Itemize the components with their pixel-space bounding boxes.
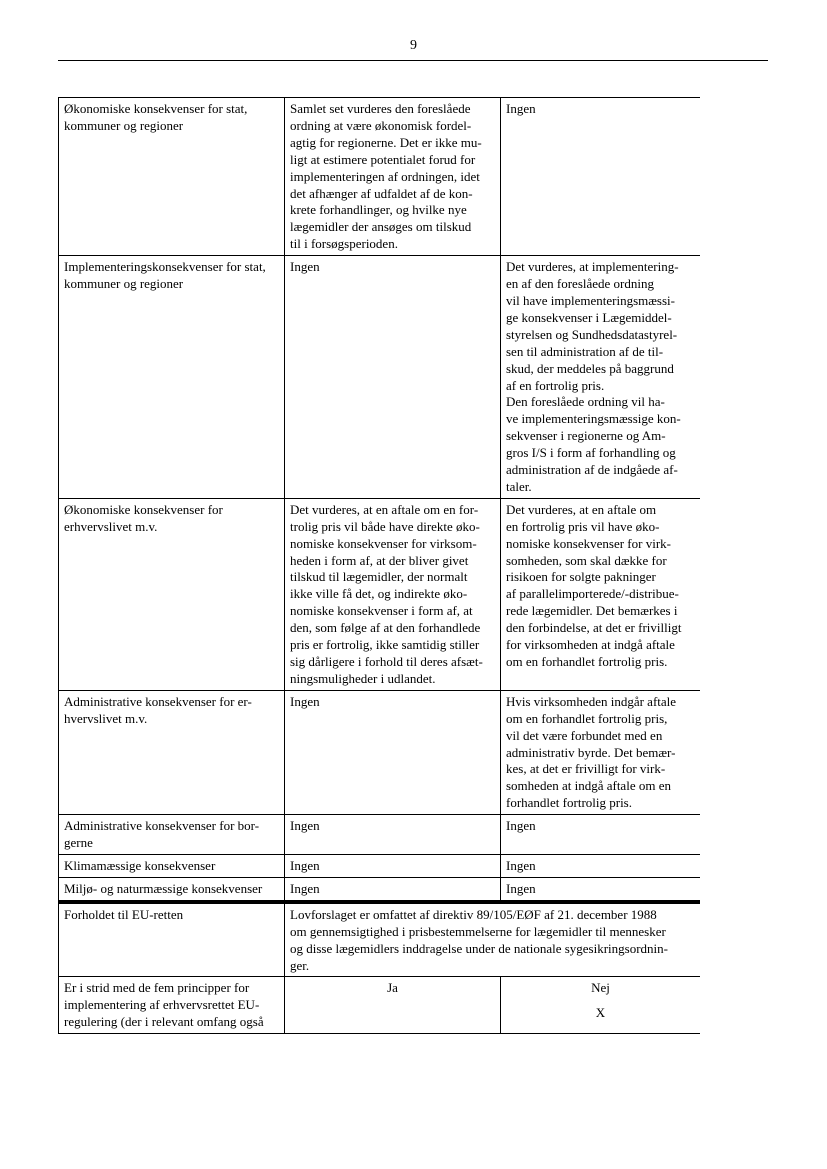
row-label: Økonomiske konsekvenser for stat, kommuner og regioner [59, 98, 285, 256]
ja-cell [285, 977, 501, 1034]
row-label: Klimamæssige konsekvenser [59, 854, 285, 877]
ja-label: Ja [387, 980, 398, 996]
negative-consequences-cell: Ingen [501, 854, 701, 877]
positive-consequences-cell: Ingen [285, 815, 501, 855]
table-row-administrative-citizens [59, 815, 701, 855]
negative-consequences-cell: Ingen [501, 877, 701, 901]
negative-consequences-cell: Ingen [501, 98, 701, 256]
negative-consequences-cell: Hvis virksomheden indgår aftale om en forhandlet fortrolig pris, vil det være forbundet med en administrativ byrde. Det bemær- kes, at det er frivilligt for virk- somheden at indgå aftale om en forhandlet fortrolig pris. [501, 690, 701, 814]
positive-consequences-cell: Samlet set vurderes den foreslåede ordning at være økonomisk fordel- agtig for regionerne. Det er ikke mu- ligt at estimere potentialet forud for implementeringen af ordningen, idet det afhænger af udfaldet af de kon- krete forhandlinger, og hvilke nye lægemidler der ansøges om tilskud til i forsøgsperioden. [285, 98, 501, 256]
consequences-table-wrapper [58, 97, 700, 1047]
table-row-implementation-public [59, 256, 701, 499]
positive-consequences-cell: Ingen [285, 877, 501, 901]
row-label: Miljø- og naturmæssige konsekvenser [59, 877, 285, 901]
row-label: Forholdet til EU-retten [59, 902, 285, 977]
consequences-table [58, 97, 700, 1034]
row-label: Økonomiske konsekvenser for erhvervslivet m.v. [59, 498, 285, 690]
header-rule [58, 60, 768, 61]
table-row-economic-public [59, 98, 701, 256]
negative-consequences-cell: Det vurderes, at implementering- en af den foreslåede ordning vil have implementeringsmæssi- ge konsekvenser i Lægemiddel- styrelsen og Sundhedsdatastyrel- sen til administration af de til- skud, der meddeles på baggrund af en fortrolig pris. Den foreslåede ordning vil ha- ve implementeringsmæssige kon- sekvenser i regionerne og Am- gros I/S i form af forhandling og administration af de indgåede af- taler. [501, 256, 701, 499]
negative-consequences-cell: Det vurderes, at en aftale om en fortrolig pris vil have øko- nomiske konsekvenser for virk- somheden, som skal dække for risikoen for solgte pakninger af parallelimporterede/-distribue- rede lægemidler. Det bemærkes i den forbindelse, at det er frivilligt for virksomheden at indgå aftale om en forhandlet fortrolig pris. [501, 498, 701, 690]
page-number: 9 [410, 38, 417, 53]
table-row-eu-principles [59, 977, 701, 1034]
nej-mark: X [595, 1005, 606, 1021]
table-row-administrative-business [59, 690, 701, 814]
eu-law-text-cell: Lovforslaget er omfattet af direktiv 89/105/EØF af 21. december 1988 om gennemsigtighed i prisbestemmelserne for lægemidler til mennesker og disse lægemidlers inddragelse under de nationale sygesikringsordnin- ger. [285, 902, 701, 977]
nej-cell [501, 977, 701, 1034]
table-row-economic-business [59, 498, 701, 690]
row-label: Implementeringskonsekvenser for stat, kommuner og regioner [59, 256, 285, 499]
positive-consequences-cell: Ingen [285, 854, 501, 877]
row-label: Administrative konsekvenser for bor- gerne [59, 815, 285, 855]
positive-consequences-cell: Ingen [285, 690, 501, 814]
table-row-climate [59, 854, 701, 877]
table-row-eu-law [59, 902, 701, 977]
table-row-environment [59, 877, 701, 901]
positive-consequences-cell: Ingen [285, 256, 501, 499]
row-label: Er i strid med de fem principper for implementering af erhvervsrettet EU- regulering (der i relevant omfang også [59, 977, 285, 1034]
nej-label: Nej [591, 980, 610, 996]
positive-consequences-cell: Det vurderes, at en aftale om en for- trolig pris vil både have direkte øko- nomiske konsekvenser for virksom- heden i form af, at der bliver givet tilskud til lægemidler, der normalt ikke ville få det, og indirekte øko- nomiske konsekvenser i form af, at den, som følge af at den forhandlede pris er fortrolig, ikke samtidig stiller sig dårligere i forhold til deres afsæt- ningsmuligheder i udlandet. [285, 498, 501, 690]
row-label: Administrative konsekvenser for er- hvervslivet m.v. [59, 690, 285, 814]
negative-consequences-cell: Ingen [501, 815, 701, 855]
